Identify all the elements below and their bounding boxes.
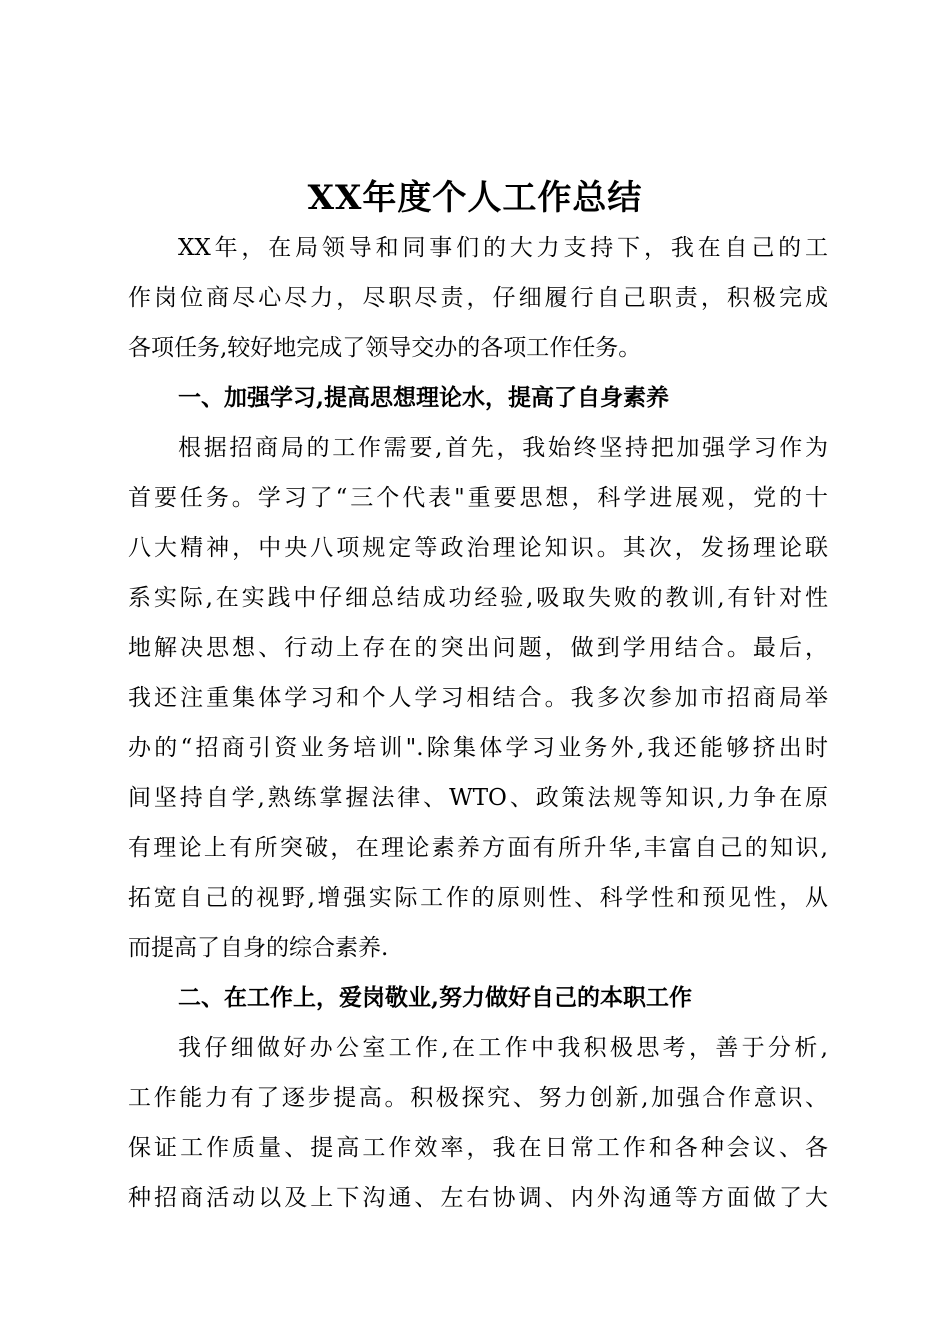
- paragraph-line: 作岗位商尽心尽力，尽职尽责，仔细履行自己职责，积极完成: [128, 285, 828, 311]
- paragraph-line: 我仔细做好办公室工作,在工作中我积极思考，善于分析,: [178, 1035, 828, 1061]
- paragraph-line: 各项任务,较好地完成了领导交办的各项工作任务。: [128, 335, 642, 361]
- document-title: XX年度个人工作总结: [307, 178, 643, 218]
- paragraph-line: 系实际,在实践中仔细总结成功经验,吸取失败的教训,有针对性: [128, 585, 828, 611]
- paragraph-line: 我还注重集体学习和个人学习相结合。我多次参加市招商局举: [128, 685, 828, 711]
- section-heading-1: 一、加强学习,提高思想理论水，提高了自身素养: [178, 384, 670, 411]
- paragraph-line: 间坚持自学,熟练掌握法律、WTO、政策法规等知识,力争在原: [128, 785, 828, 811]
- paragraph-line: 保证工作质量、提高工作效率，我在日常工作和各种会议、各: [128, 1135, 828, 1161]
- paragraph-line: 而提高了自身的综合素养.: [128, 935, 389, 961]
- section-heading-2: 二、在工作上，爱岗敬业,努力做好自己的本职工作: [178, 984, 693, 1011]
- paragraph-line: 八大精神，中央八项规定等政治理论知识。其次，发扬理论联: [128, 535, 828, 561]
- paragraph-line: 种招商活动以及上下沟通、左右协调、内外沟通等方面做了大: [128, 1185, 828, 1211]
- paragraph-line: 办的“招商引资业务培训".除集体学习业务外,我还能够挤出时: [128, 735, 828, 761]
- paragraph-line: XX年，在局领导和同事们的大力支持下，我在自己的工: [178, 235, 828, 261]
- paragraph-line: 地解决思想、行动上存在的突出问题，做到学用结合。最后，: [128, 635, 828, 661]
- paragraph-line: 工作能力有了逐步提高。积极探究、努力创新,加强合作意识、: [128, 1085, 828, 1111]
- paragraph-line: 根据招商局的工作需要,首先，我始终坚持把加强学习作为: [178, 435, 828, 461]
- paragraph-line: 首要任务。学习了“三个代表"重要思想，科学进展观，党的十: [128, 485, 828, 511]
- paragraph-line: 有理论上有所突破，在理论素养方面有所升华,丰富自己的知识,: [128, 835, 828, 861]
- paragraph-line: 拓宽自己的视野,增强实际工作的原则性、科学性和预见性，从: [128, 885, 828, 911]
